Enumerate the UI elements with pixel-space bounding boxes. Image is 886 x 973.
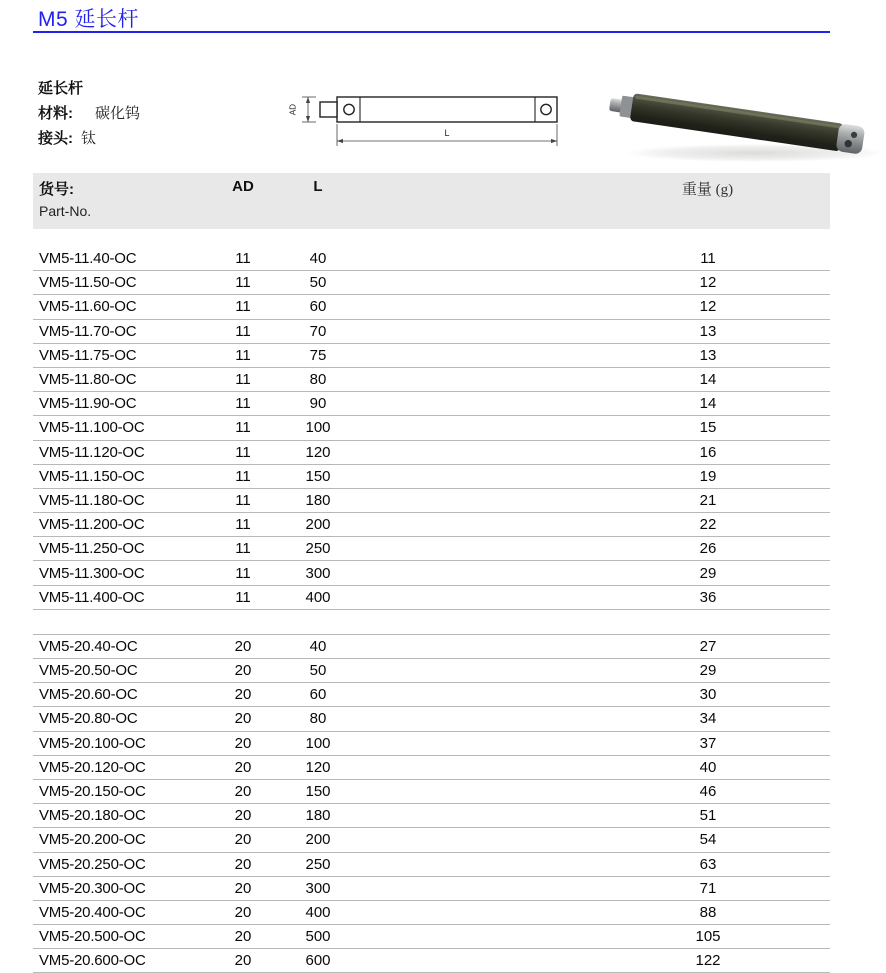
table-row bbox=[33, 319, 830, 343]
table-group-ad11 bbox=[33, 247, 830, 609]
ad-cell: 20 bbox=[208, 779, 278, 803]
product-name: 延长杆 bbox=[38, 80, 84, 97]
rod-stub bbox=[320, 102, 337, 117]
l-cell: 300 bbox=[278, 561, 358, 585]
part-no-label-en: Part-No. bbox=[39, 203, 92, 219]
table-group-ad20 bbox=[33, 634, 830, 973]
ad-cell: 11 bbox=[208, 319, 278, 343]
l-cell: 400 bbox=[278, 900, 358, 924]
ad-cell: 20 bbox=[208, 707, 278, 731]
part-no-cell: VM5-20.150-OC bbox=[33, 779, 208, 803]
part-no-cell: VM5-11.180-OC bbox=[33, 488, 208, 512]
col-header-ad: AD bbox=[208, 173, 278, 229]
ad-cell: 11 bbox=[208, 488, 278, 512]
table-row bbox=[33, 585, 830, 609]
l-cell: 100 bbox=[278, 731, 358, 755]
weight-cell: 46 bbox=[358, 779, 830, 803]
part-no-cell: VM5-20.40-OC bbox=[33, 634, 208, 658]
part-no-cell: VM5-11.50-OC bbox=[33, 271, 208, 295]
ad-cell: 11 bbox=[208, 295, 278, 319]
rod-outline bbox=[337, 97, 557, 122]
page-title: M5 延长杆 bbox=[38, 8, 140, 31]
part-no-cell: VM5-11.40-OC bbox=[33, 247, 208, 271]
part-no-cell: VM5-11.120-OC bbox=[33, 440, 208, 464]
table-row bbox=[33, 634, 830, 658]
l-cell: 200 bbox=[278, 513, 358, 537]
ad-cell: 11 bbox=[208, 343, 278, 367]
ad-cell: 20 bbox=[208, 755, 278, 779]
weight-cell: 54 bbox=[358, 828, 830, 852]
weight-cell: 51 bbox=[358, 804, 830, 828]
part-no-cell: VM5-20.50-OC bbox=[33, 659, 208, 683]
part-no-cell: VM5-20.400-OC bbox=[33, 900, 208, 924]
part-no-cell: VM5-11.400-OC bbox=[33, 585, 208, 609]
table-row bbox=[33, 779, 830, 803]
table-row bbox=[33, 343, 830, 367]
parts-table bbox=[33, 173, 830, 973]
l-cell: 40 bbox=[278, 247, 358, 271]
ad-cell: 20 bbox=[208, 683, 278, 707]
table-row bbox=[33, 416, 830, 440]
table-row bbox=[33, 949, 830, 973]
weight-cell: 40 bbox=[358, 755, 830, 779]
part-no-cell: VM5-11.75-OC bbox=[33, 343, 208, 367]
ad-cell: 11 bbox=[208, 247, 278, 271]
weight-cell: 30 bbox=[358, 683, 830, 707]
table-header bbox=[33, 173, 830, 229]
table-row bbox=[33, 271, 830, 295]
ad-cell: 11 bbox=[208, 392, 278, 416]
l-cell: 80 bbox=[278, 367, 358, 391]
ad-cell: 11 bbox=[208, 416, 278, 440]
table-row bbox=[33, 537, 830, 561]
joint-line bbox=[38, 126, 140, 151]
weight-cell: 12 bbox=[358, 295, 830, 319]
weight-cell: 63 bbox=[358, 852, 830, 876]
l-cell: 90 bbox=[278, 392, 358, 416]
weight-cell: 14 bbox=[358, 392, 830, 416]
table-row bbox=[33, 295, 830, 319]
ad-cell: 11 bbox=[208, 537, 278, 561]
weight-cell: 105 bbox=[358, 925, 830, 949]
parts-table-container bbox=[33, 173, 830, 973]
l-cell: 180 bbox=[278, 488, 358, 512]
l-cell: 200 bbox=[278, 828, 358, 852]
table-row bbox=[33, 828, 830, 852]
weight-cell: 122 bbox=[358, 949, 830, 973]
l-cell: 100 bbox=[278, 416, 358, 440]
l-cell: 75 bbox=[278, 343, 358, 367]
weight-cell: 29 bbox=[358, 659, 830, 683]
table-row bbox=[33, 852, 830, 876]
technical-drawing bbox=[283, 84, 573, 156]
part-no-cell: VM5-20.120-OC bbox=[33, 755, 208, 779]
part-no-cell: VM5-11.250-OC bbox=[33, 537, 208, 561]
table-row bbox=[33, 561, 830, 585]
material-value: 碳化钨 bbox=[95, 105, 141, 122]
l-cell: 250 bbox=[278, 537, 358, 561]
l-cell: 120 bbox=[278, 440, 358, 464]
l-cell: 80 bbox=[278, 707, 358, 731]
group-gap-row bbox=[33, 609, 830, 634]
part-no-cell: VM5-20.60-OC bbox=[33, 683, 208, 707]
table-row bbox=[33, 876, 830, 900]
l-cell: 180 bbox=[278, 804, 358, 828]
product-photo bbox=[600, 76, 880, 168]
ad-cell: 20 bbox=[208, 876, 278, 900]
part-no-cell: VM5-11.90-OC bbox=[33, 392, 208, 416]
l-cell: 40 bbox=[278, 634, 358, 658]
weight-cell: 16 bbox=[358, 440, 830, 464]
part-no-cell: VM5-20.250-OC bbox=[33, 852, 208, 876]
ad-cell: 11 bbox=[208, 561, 278, 585]
part-no-cell: VM5-11.70-OC bbox=[33, 319, 208, 343]
weight-cell: 29 bbox=[358, 561, 830, 585]
ad-cell: 20 bbox=[208, 634, 278, 658]
table-row bbox=[33, 707, 830, 731]
l-cell: 300 bbox=[278, 876, 358, 900]
l-cell: 150 bbox=[278, 464, 358, 488]
l-cell: 70 bbox=[278, 319, 358, 343]
weight-cell: 37 bbox=[358, 731, 830, 755]
weight-cell: 22 bbox=[358, 513, 830, 537]
weight-cell: 15 bbox=[358, 416, 830, 440]
l-cell: 60 bbox=[278, 295, 358, 319]
col-header-l: L bbox=[278, 173, 358, 229]
table-row bbox=[33, 440, 830, 464]
part-no-cell: VM5-11.60-OC bbox=[33, 295, 208, 319]
ad-cell: 20 bbox=[208, 949, 278, 973]
weight-cell: 34 bbox=[358, 707, 830, 731]
part-no-cell: VM5-20.200-OC bbox=[33, 828, 208, 852]
l-cell: 50 bbox=[278, 271, 358, 295]
dim-label-ad: AD bbox=[288, 103, 298, 116]
part-no-cell: VM5-11.300-OC bbox=[33, 561, 208, 585]
part-no-cell: VM5-11.200-OC bbox=[33, 513, 208, 537]
ad-cell: 20 bbox=[208, 852, 278, 876]
weight-cell: 19 bbox=[358, 464, 830, 488]
weight-cell: 21 bbox=[358, 488, 830, 512]
weight-cell: 12 bbox=[358, 271, 830, 295]
weight-cell: 71 bbox=[358, 876, 830, 900]
ad-cell: 11 bbox=[208, 513, 278, 537]
title-divider bbox=[33, 31, 830, 33]
l-cell: 250 bbox=[278, 852, 358, 876]
part-no-cell: VM5-20.600-OC bbox=[33, 949, 208, 973]
ad-cell: 20 bbox=[208, 804, 278, 828]
part-no-cell: VM5-11.80-OC bbox=[33, 367, 208, 391]
table-row bbox=[33, 513, 830, 537]
header-spacer bbox=[33, 229, 830, 247]
weight-cell: 27 bbox=[358, 634, 830, 658]
table-row bbox=[33, 925, 830, 949]
product-info bbox=[38, 76, 140, 151]
table-row bbox=[33, 683, 830, 707]
part-no-cell: VM5-11.100-OC bbox=[33, 416, 208, 440]
l-cell: 50 bbox=[278, 659, 358, 683]
weight-cell: 88 bbox=[358, 900, 830, 924]
l-cell: 400 bbox=[278, 585, 358, 609]
table-row bbox=[33, 392, 830, 416]
joint-value: 钛 bbox=[81, 130, 97, 147]
table-row bbox=[33, 464, 830, 488]
table-row bbox=[33, 755, 830, 779]
col-header-weight: 重量 (g) bbox=[358, 173, 830, 229]
table-row bbox=[33, 488, 830, 512]
part-no-cell: VM5-11.150-OC bbox=[33, 464, 208, 488]
ad-cell: 20 bbox=[208, 659, 278, 683]
ad-cell: 11 bbox=[208, 464, 278, 488]
table-row bbox=[33, 367, 830, 391]
joint-label: 接头: bbox=[38, 130, 73, 147]
l-cell: 500 bbox=[278, 925, 358, 949]
ad-cell: 20 bbox=[208, 828, 278, 852]
col-header-part-no bbox=[33, 173, 208, 229]
part-no-cell: VM5-20.80-OC bbox=[33, 707, 208, 731]
table-row bbox=[33, 247, 830, 271]
table-row bbox=[33, 659, 830, 683]
ad-cell: 20 bbox=[208, 925, 278, 949]
weight-cell: 36 bbox=[358, 585, 830, 609]
table-row bbox=[33, 900, 830, 924]
table-row bbox=[33, 804, 830, 828]
photo-end-cap bbox=[836, 123, 866, 154]
material-label: 材料: bbox=[38, 105, 73, 122]
table-row bbox=[33, 731, 830, 755]
l-cell: 120 bbox=[278, 755, 358, 779]
l-cell: 600 bbox=[278, 949, 358, 973]
ad-cell: 20 bbox=[208, 900, 278, 924]
weight-cell: 13 bbox=[358, 343, 830, 367]
weight-cell: 11 bbox=[358, 247, 830, 271]
ad-cell: 11 bbox=[208, 440, 278, 464]
ad-cell: 11 bbox=[208, 585, 278, 609]
part-no-cell: VM5-20.500-OC bbox=[33, 925, 208, 949]
l-cell: 60 bbox=[278, 683, 358, 707]
weight-cell: 13 bbox=[358, 319, 830, 343]
ad-cell: 20 bbox=[208, 731, 278, 755]
dim-label-l: L bbox=[444, 128, 450, 138]
weight-cell: 26 bbox=[358, 537, 830, 561]
ad-cell: 11 bbox=[208, 367, 278, 391]
ad-cell: 11 bbox=[208, 271, 278, 295]
part-no-cell: VM5-20.180-OC bbox=[33, 804, 208, 828]
weight-cell: 14 bbox=[358, 367, 830, 391]
part-no-label-cn: 货号: bbox=[39, 181, 74, 198]
part-no-cell: VM5-20.100-OC bbox=[33, 731, 208, 755]
l-cell: 150 bbox=[278, 779, 358, 803]
part-no-cell: VM5-20.300-OC bbox=[33, 876, 208, 900]
material-line bbox=[38, 101, 140, 126]
